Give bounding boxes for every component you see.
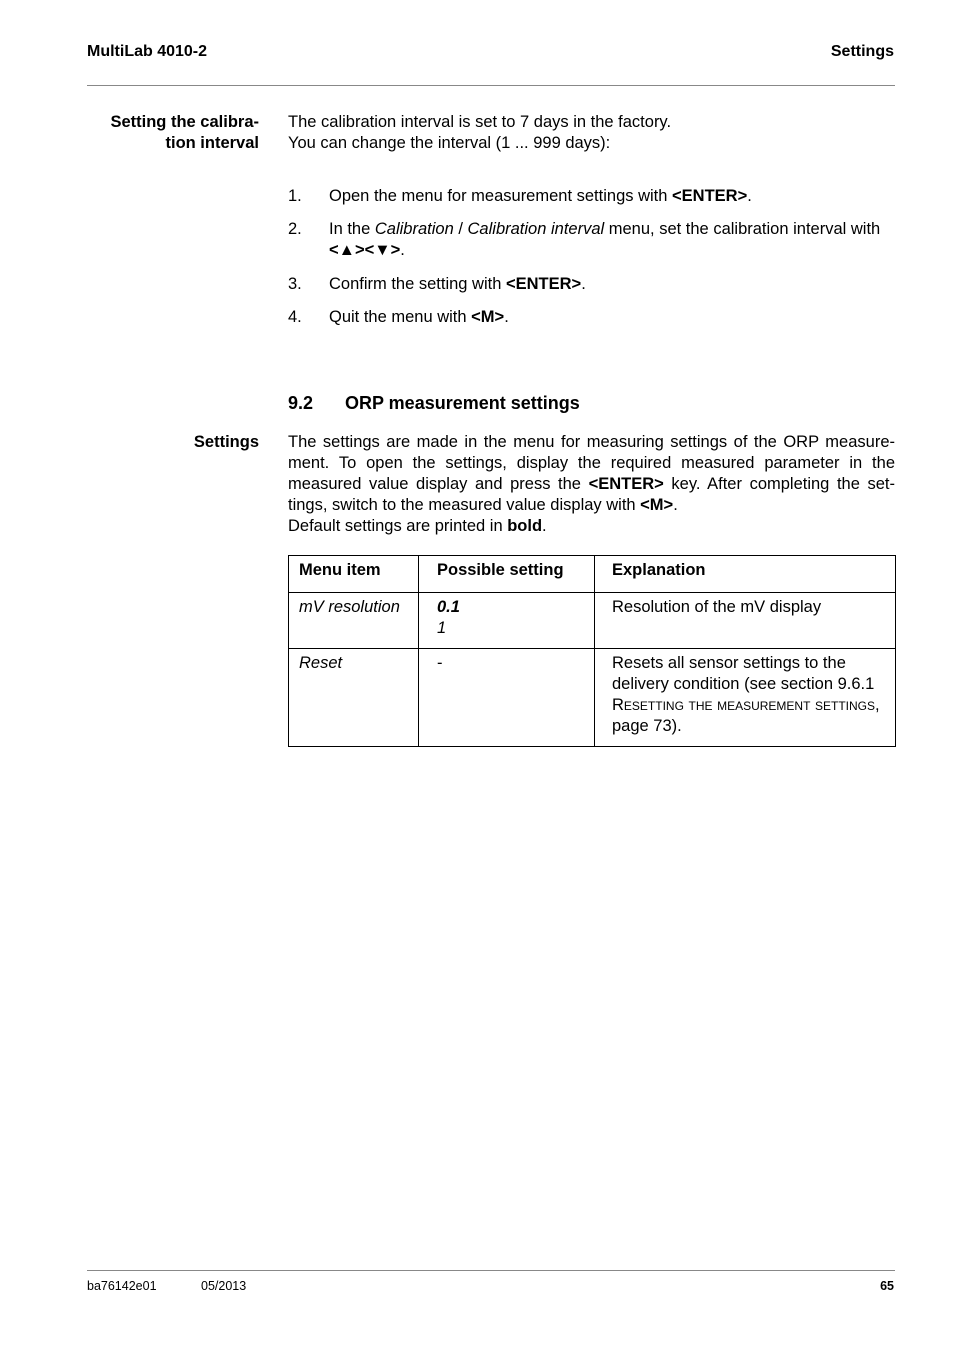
cross-reference-link[interactable]: Resetting the measurement settings xyxy=(612,696,876,714)
section-number: 9.2 xyxy=(288,393,314,413)
default-note: Default settings are printed in bold. xyxy=(288,517,547,535)
table-header-row xyxy=(289,556,896,593)
page-number: 65 xyxy=(880,1279,894,1293)
col-header-possible-setting: Possible setting xyxy=(419,556,595,593)
step-number: 3. xyxy=(288,275,302,293)
step-number: 2. xyxy=(288,220,302,238)
key-enter: <ENTER> xyxy=(672,187,748,205)
cell-explanation: Resolution of the mV display xyxy=(595,593,896,649)
table-row xyxy=(289,593,896,649)
step-2: In the Calibration / Calibration interval menu, set the calibration interval with <▲><▼>. xyxy=(329,220,881,259)
calibration-intro: The calibration interval is set to 7 days in the factory. You can change the interval (1 ... 999 days): xyxy=(288,113,672,152)
settings-paragraph: The settings are made in the menu for measuring settings of the ORP measure-ment. To open the settings, display the required measured parameter in the measured value display and press the <ENTER> key. After completing the set-tings, switch to the measured value display with <M>. xyxy=(288,433,895,514)
side-label-settings: Settings xyxy=(193,433,259,451)
step-number: 4. xyxy=(288,308,302,326)
key-arrows: <▲><▼> xyxy=(329,241,401,259)
cell-menu-item: mV resolution xyxy=(289,593,419,649)
step-1: Open the menu for measurement settings with <ENTER>. xyxy=(329,187,752,205)
cell-explanation: Resets all sensor settings to the delivery condition (see section 9.6.1 Resetting the measurement settings, page 73). xyxy=(595,649,896,747)
side-label-calibration-interval: Setting the calibra- tion interval xyxy=(110,113,259,152)
col-header-menu-item: Menu item xyxy=(289,556,419,593)
key-m: <M> xyxy=(640,496,674,514)
option-value: 1 xyxy=(437,619,447,637)
key-enter: <ENTER> xyxy=(506,275,582,293)
footer-doc-id: ba76142e01 xyxy=(87,1279,157,1293)
footer-date: 05/2013 xyxy=(201,1279,247,1293)
footer-rule xyxy=(87,1270,895,1271)
cell-possible-setting: - xyxy=(419,649,595,747)
section-title: ORP measurement settings xyxy=(345,393,580,413)
default-value: 0.1 xyxy=(437,598,460,616)
header-title: MultiLab 4010-2 xyxy=(87,43,208,60)
menu-calibration-interval: Calibration interval xyxy=(467,220,605,238)
step-4: Quit the menu with <M>. xyxy=(329,308,509,326)
step-number: 1. xyxy=(288,187,302,205)
header-section: Settings xyxy=(830,43,894,60)
settings-table xyxy=(288,555,896,747)
menu-calibration: Calibration xyxy=(374,220,454,238)
table-row xyxy=(289,649,896,747)
key-m: <M> xyxy=(471,308,505,326)
cell-possible-setting xyxy=(419,593,595,649)
cell-menu-item: Reset xyxy=(289,649,419,747)
header-rule xyxy=(87,85,895,86)
key-enter: <ENTER> xyxy=(588,475,664,493)
step-3: Confirm the setting with <ENTER>. xyxy=(329,275,586,293)
col-header-explanation: Explanation xyxy=(595,556,896,593)
